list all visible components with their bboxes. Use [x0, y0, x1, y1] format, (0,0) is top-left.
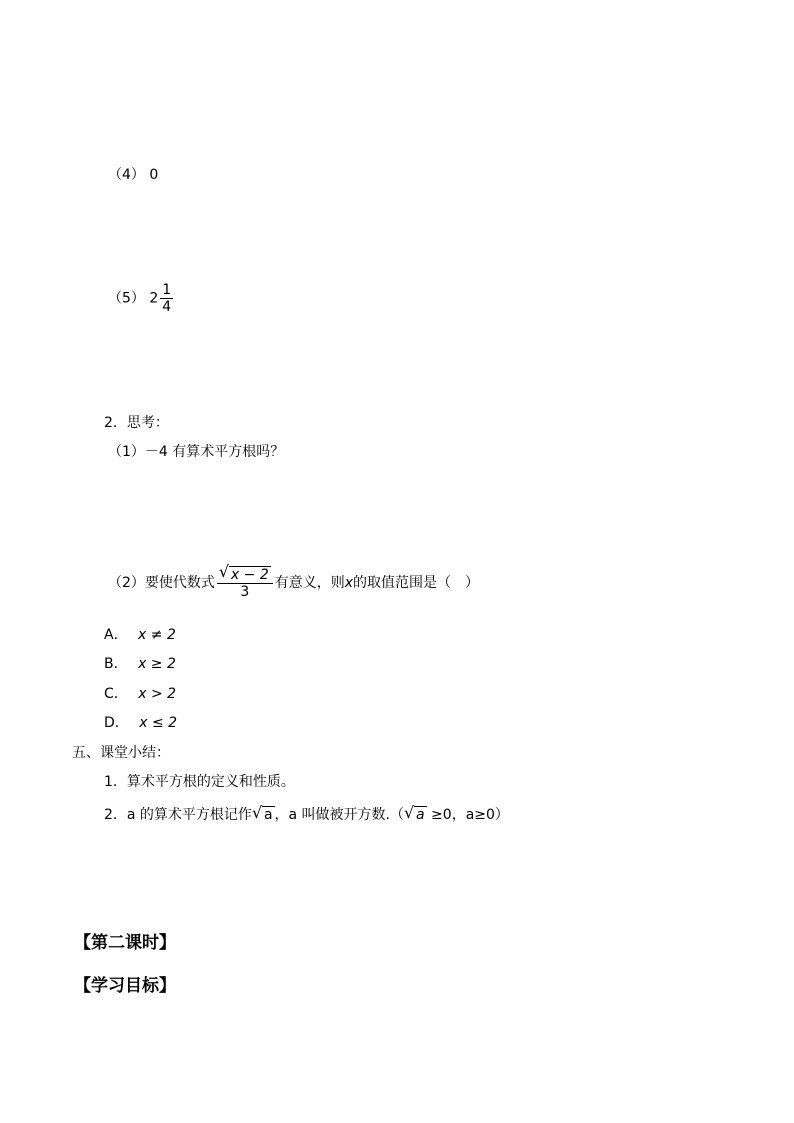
summary-point-2-prefix: 2．a 的算术平方根记作: [104, 807, 252, 823]
think-title: 2．思考：: [104, 415, 169, 431]
radical-fraction: [217, 562, 273, 600]
lesson-2-heading: 【第二课时】: [74, 933, 176, 953]
think-question-2-var: x: [344, 575, 354, 591]
think-question-2: [108, 562, 480, 600]
option-expression: x > 2: [138, 686, 177, 702]
sqrt-expression: [404, 803, 427, 824]
question-5-fraction: [160, 282, 173, 315]
summary-point-1: 1．算术平方根的定义和性质。: [104, 774, 295, 790]
question-4: [108, 166, 158, 184]
learning-goals-heading: 【学习目标】: [74, 976, 176, 996]
option-b: [104, 655, 176, 673]
sqrt-expression: [251, 803, 275, 824]
summary-point-2: [104, 803, 509, 824]
question-5-label: （5）: [108, 290, 145, 307]
option-a: [104, 626, 176, 644]
option-letter: A．: [104, 627, 128, 643]
summary-point-2-suffix: ≥0，a≥0）: [426, 807, 509, 823]
sqrt-icon: √: [251, 803, 263, 822]
option-c: [104, 685, 176, 703]
think-question-1: （1）－4 有算术平方根吗？: [108, 444, 285, 460]
think-question-2-mid: 有意义，则: [274, 575, 345, 591]
option-d: [104, 714, 177, 732]
option-letter: D．: [104, 715, 129, 731]
radicand: x − 2: [230, 567, 269, 583]
fraction-denominator: 3: [240, 584, 250, 600]
option-expression: x ≠ 2: [138, 627, 176, 643]
sqrt-icon: √: [218, 562, 230, 581]
fraction-numerator: 1: [162, 282, 172, 298]
sqrt-icon: √: [404, 803, 415, 822]
option-letter: C．: [104, 686, 128, 702]
think-question-2-suffix: 的取值范围是（ ）: [353, 575, 480, 591]
radicand: a: [416, 807, 425, 823]
option-expression: x ≤ 2: [139, 715, 178, 731]
summary-point-2-mid: ，a 叫做被开方数.（: [274, 807, 405, 823]
radicand: a: [263, 807, 273, 823]
fraction-denominator: 4: [162, 299, 172, 315]
question-5: [108, 282, 175, 315]
question-4-label: （4）: [108, 167, 145, 183]
option-expression: x ≥ 2: [138, 656, 176, 672]
question-5-whole: 2: [149, 290, 159, 307]
summary-title: 五、课堂小结：: [72, 745, 170, 761]
question-4-value: 0: [149, 167, 159, 183]
think-question-2-prefix: （2）要使代数式: [108, 575, 215, 591]
sqrt-expression: [218, 562, 271, 583]
fraction-numerator: [217, 562, 273, 584]
option-letter: B．: [104, 656, 128, 672]
